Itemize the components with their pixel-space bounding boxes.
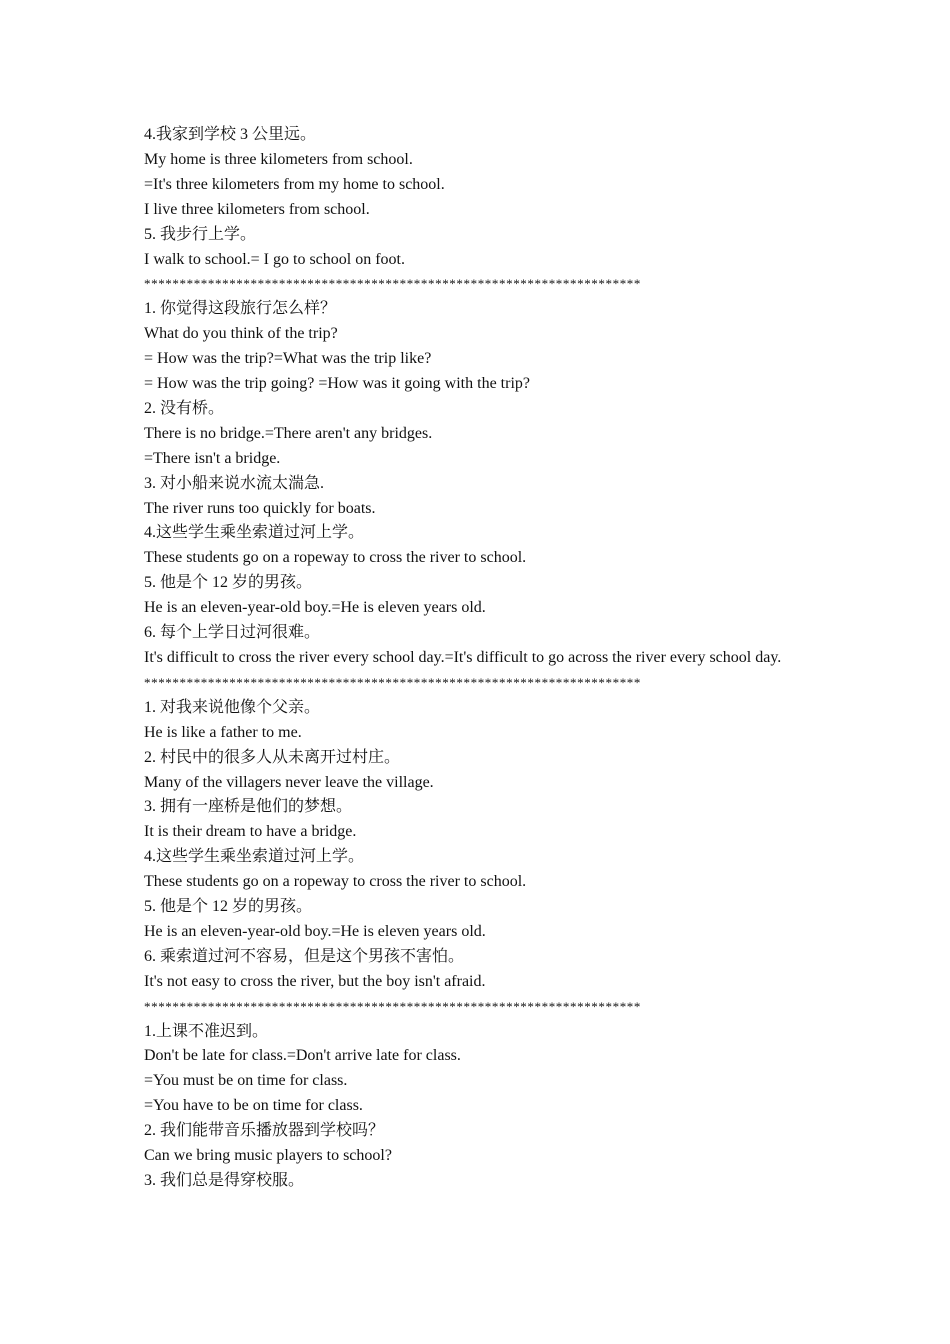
text-line: Can we bring music players to school? [144,1147,392,1165]
text-line: 4.这些学生乘坐索道过河上学。 [144,524,365,542]
text-line: 2. 村民中的很多人从未离开过村庄。 [144,748,401,766]
text-line: These students go on a ropeway to cross the river to school. [144,549,527,567]
text-line: = How was the trip going? =How was it going with the trip? [144,375,530,393]
text-line: 2. 我们能带音乐播放器到学校吗？ [144,1122,385,1140]
text-line: 6. 每个上学日过河很难。 [144,624,321,642]
text-line: 4.这些学生乘坐索道过河上学。 [144,848,365,866]
separator-line: ********************************************************************** [144,998,641,1014]
text-line: =There isn't a bridge. [144,449,281,467]
text-line: He is an eleven-year-old boy.=He is eleven years old. [144,599,486,617]
text-line: 6. 乘索道过河不容易，但是这个男孩不害怕。 [144,947,465,965]
text-line: 5. 他是个 12 岁的男孩。 [144,574,313,592]
text-line: 1. 你觉得这段旅行怎么样？ [144,300,337,318]
text-line: Don't be late for class.=Don't arrive late for class. [144,1047,461,1065]
text-line: The river runs too quickly for boats. [144,499,376,517]
text-line: =You must be on time for class. [144,1072,348,1090]
text-line: He is like a father to me. [144,723,302,741]
text-line: 5. 我步行上学。 [144,225,257,243]
text-line: These students go on a ropeway to cross the river to school. [144,873,527,891]
text-line: My home is three kilometers from school. [144,150,413,168]
text-line: 2. 没有桥。 [144,399,225,417]
text-line: 3. 对小船来说水流太湍急. [144,474,325,492]
text-line: He is an eleven-year-old boy.=He is eleven years old. [144,922,486,940]
text-line: =You have to be on time for class. [144,1097,363,1115]
text-line: =It's three kilometers from my home to school. [144,175,445,193]
text-line: It's difficult to cross the river every school day.=It's difficult to go across the river every school day. [144,649,782,667]
separator-line: ********************************************************************** [144,674,641,690]
text-line: 3. 我们总是得穿校服。 [144,1172,305,1190]
text-line: Many of the villagers never leave the village. [144,773,434,791]
text-line: 5. 他是个 12 岁的男孩。 [144,898,313,916]
separator-line: ********************************************************************** [144,276,641,292]
text-line: 1.上课不准迟到。 [144,1022,269,1040]
text-line: What do you think of the trip? [144,325,338,343]
text-line: There is no bridge.=There aren't any bridges. [144,424,433,442]
text-line: = How was the trip?=What was the trip like? [144,350,432,368]
text-line: I live three kilometers from school. [144,200,370,218]
text-line: I walk to school.= I go to school on foot. [144,250,405,268]
text-line: 3. 拥有一座桥是他们的梦想。 [144,798,353,816]
text-line: It is their dream to have a bridge. [144,823,357,841]
text-line: 1. 对我来说他像个父亲。 [144,698,321,716]
text-line: It's not easy to cross the river, but the boy isn't afraid. [144,972,486,990]
text-line: 4.我家到学校 3 公里远。 [144,126,317,143]
document-body [144,123,794,1194]
